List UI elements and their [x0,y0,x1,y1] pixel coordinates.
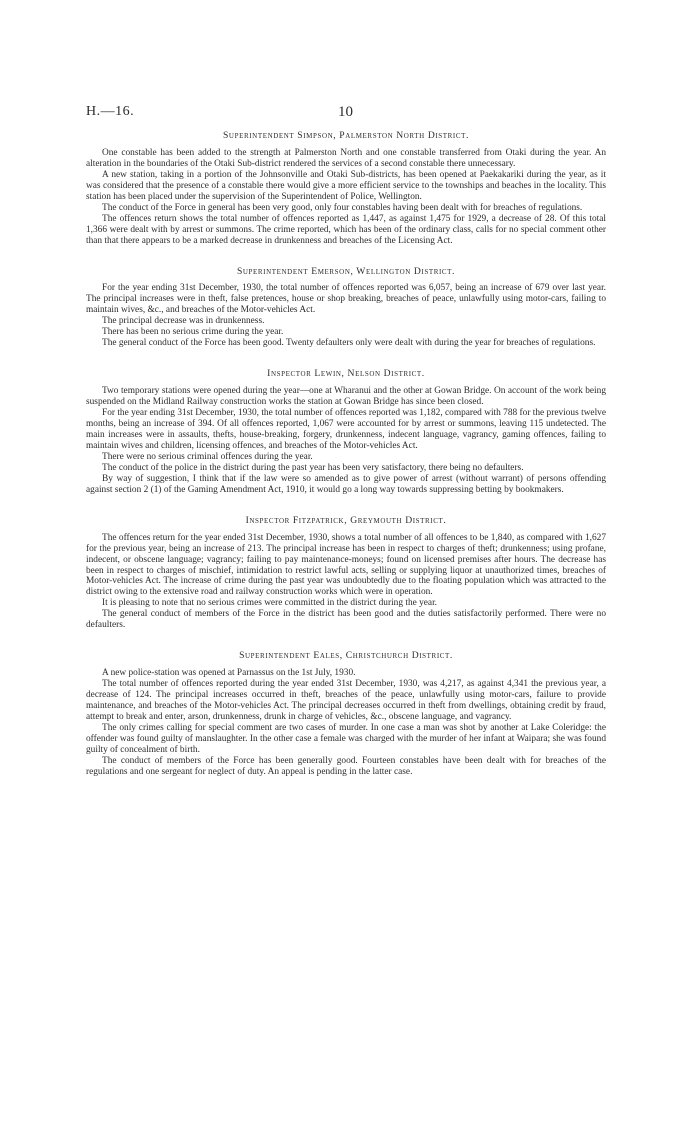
paragraph: There has been no serious crime during the year. [102,327,284,338]
paragraph: The offences return for the year ended 31st December, 1930, shows a total number of all offences to be 1,840, as compared with 1,627 for the previous year, being an increase of 213. The principal increase has been in respect to charges of theft; drunkenness; using profane, indecent, or obscene language; vagrancy; failing to pay maintenance-moneys; found on licensed premises after hours. The decrease has been in respect to charges of mischief, intimidation to restrict lawful acts, selling or supplying liquor at unauthorized times, breaches of Motor-vehicles Act. The increase of crime during the past year was undoubtedly due to the floating population which was attracted to the district owing to the extensive road and railway construction works which were in operation. [86,532,606,598]
paragraph: A new station, taking in a portion of the Johnsonville and Otaki Sub-districts, has been opened at Paekakariki during the year, as it was considered that the presence of a constable there would give a more efficient service to the townships and beaches in the locality. This station has been placed under the supervision of the Superintendent of Police, Wellington. [86,169,606,202]
page-reference: H.—16. [86,104,135,119]
paragraph: The principal decrease was in drunkenness. [102,316,265,327]
paragraph: The only crimes calling for special comment are two cases of murder. In one case a man was shot by another at Lake Coleridge: the offender was found guilty of manslaughter. In the other case a female was charged with the murder of her infant at Waipara; she was found guilty of concealment of birth. [86,722,606,755]
paragraph: A new police-station was opened at Parnassus on the 1st July, 1930. [102,668,356,679]
paragraph: For the year ending 31st December, 1930, the total number of offences reported was 1,182, compared with 788 for the previous twelve months, being an increase of 394. Of all offences reported, 1,067 were accounted for by arrest or summons, leaving 115 undetected. The main increases were in assaults, thefts, house-breaking, forgery, drunkenness, indecent language, vagrancy, gaming offences, failing to maintain wives and children, licensing offences, and breaches of the Motor-vehicles Act. [86,408,606,451]
section-christchurch [86,651,606,777]
page-number: 10 [338,104,353,120]
paragraph: The offences return shows the total number of offences reported as 1,447, as against 1,475 for 1929, a decrease of 28. Of this total 1,366 were dealt with by arrest or summons. The crime reported, which has been of the ordinary class, calls for no special comment other than that there appears to be a marked decrease in drunkenness and breaches of the Licensing Act. [86,213,606,246]
paragraph: The total number of offences reported during the year ended 31st December, 1930, was 4,217, as against 4,341 the previous year, a decrease of 124. The principal increases occurred in theft, breaches of the peace, unlawfully using motor-cars, failure to provide maintenance, and breaches of the Motor-vehicles Act. The principal decreases occurred in theft from dwellings, obtaining credit by fraud, attempt to break and enter, arson, drunkenness, drunk in charge of vehicles, &c., obscene language, and vagrancy. [86,679,606,722]
paragraph: For the year ending 31st December, 1930, the total number of offences reported was 6,057, being an increase of 679 over last year. The principal increases were in theft, false pretences, house or shop breaking, breaches of peace, unlawfully using motor-cars, failing to maintain wives, &c., and breaches of the Motor-vehicles Act. [86,283,606,316]
section-heading: Inspector Lewin, Nelson District. [267,368,425,380]
section-heading: Inspector Fitzpatrick, Greymouth District. [245,514,447,526]
section-wellington [86,267,606,350]
paragraph: The conduct of the Force in general has been very good, only four constables having been dealt with for breaches of regulations. [102,202,583,213]
paragraph: One constable has been added to the strength at Palmerston North and one constable transferred from Otaki during the year. An alteration in the boundaries of the Otaki Sub-district rendered the services of a second constable there unnecessary. [86,147,606,169]
section-heading: Superintendent Emerson, Wellington District. [236,265,456,277]
paragraph: The general conduct of the Force has been good. Twenty defaulters only were dealt with during the year for breaches of regulations. [102,338,596,349]
paragraph: The conduct of the police in the district during the past year has been very satisfactory, there being no defaulters. [102,462,524,473]
paragraph: Two temporary stations were opened during the year—one at Wharanui and the other at Gowan Bridge. On account of the work being suspended on the Midland Railway construction works the station at Gowan Bridge has since been closed. [86,386,606,408]
paragraph: The general conduct of members of the Force in the district has been good and the duties satisfactorily performed. There were no defaulters. [86,609,606,631]
paragraph: It is pleasing to note that no serious crimes were committed in the district during the year. [102,598,437,609]
paragraph: There were no serious criminal offences during the year. [102,451,313,462]
section-greymouth [86,516,606,632]
paragraph: The conduct of members of the Force has been generally good. Fourteen constables have been dealt with for breaches of the regulations and one sergeant for neglect of duty. An appeal is pending in the latter case. [86,755,606,777]
section-heading: Superintendent Eales, Christchurch District. [239,650,453,662]
section-nelson [86,369,606,495]
document-body [86,131,606,778]
paragraph: By way of suggestion, I think that if the law were so amended as to give power of arrest (without warrant) of persons offending against section 2 (1) of the Gaming Amendment Act, 1910, it would go a long way towards suppressing betting by bookmakers. [86,473,606,495]
section-palmerston-north [86,131,606,247]
section-heading: Superintendent Simpson, Palmerston North District. [223,130,469,141]
